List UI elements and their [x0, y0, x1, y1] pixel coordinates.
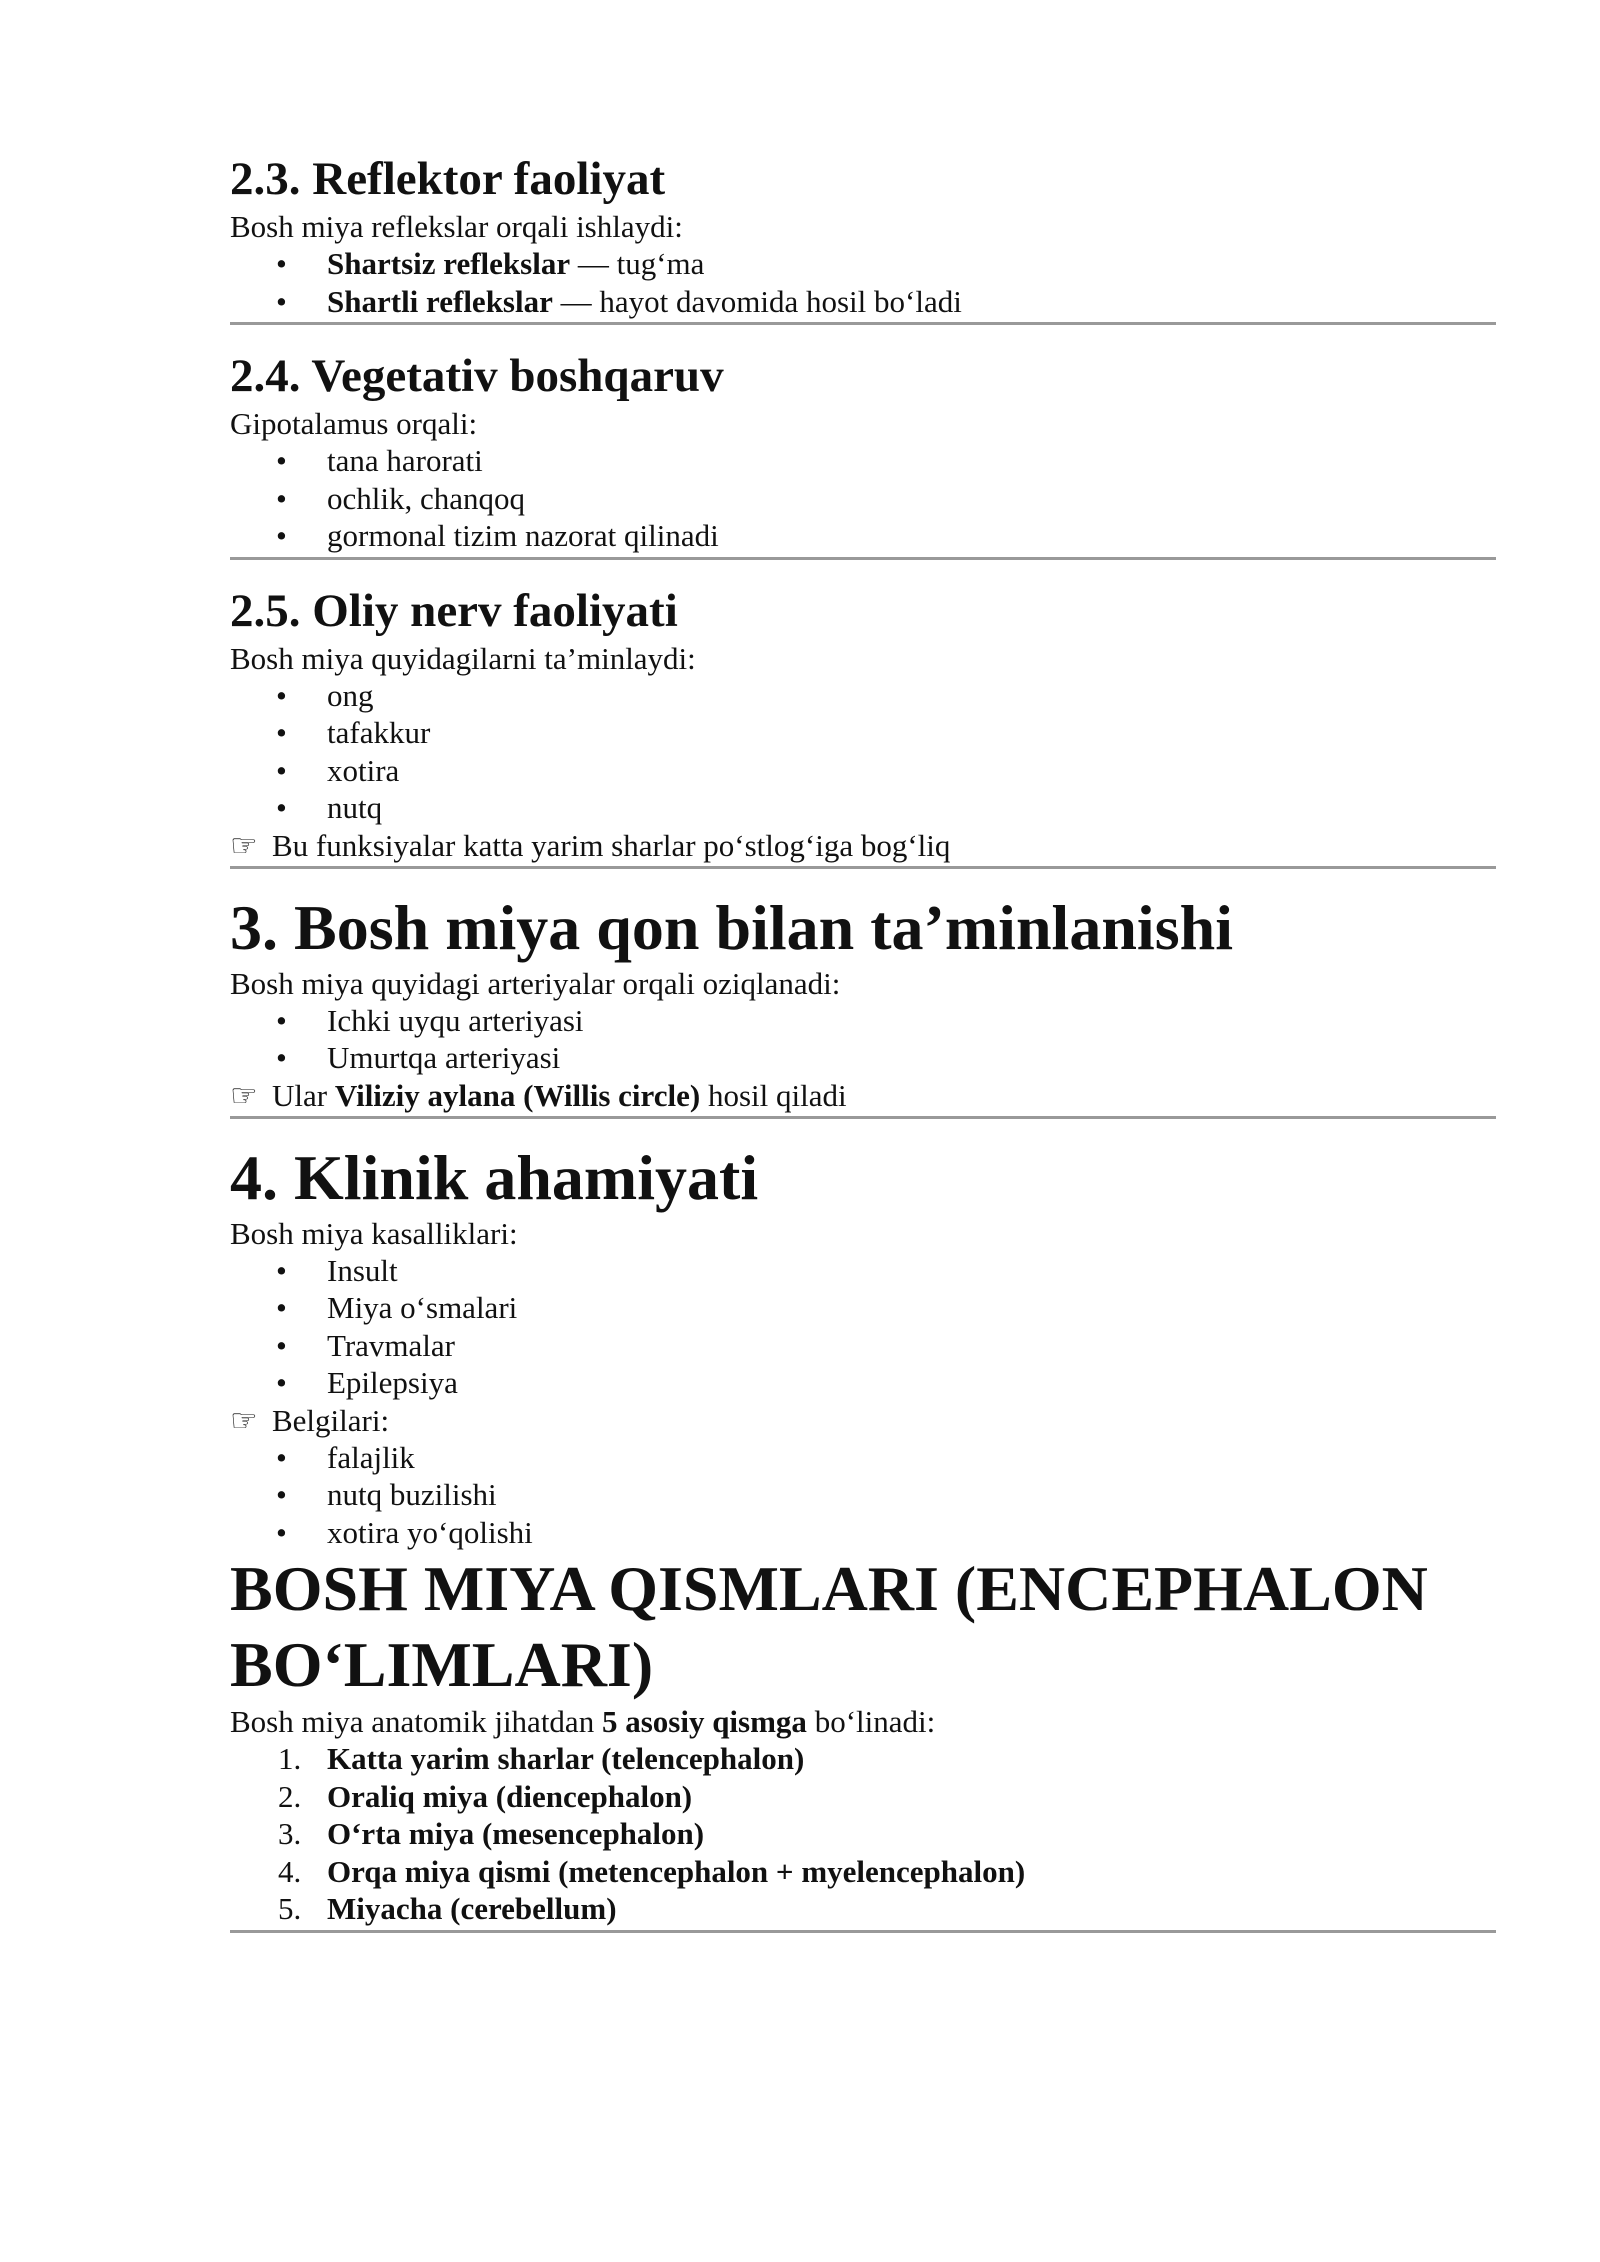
- list-item: • tafakkur: [230, 714, 1496, 752]
- section-encephalon: [230, 1551, 1496, 1933]
- bullet-list: [230, 677, 1496, 827]
- intro-text: Bosh miya anatomik jihatdan: [230, 1704, 602, 1739]
- section-intro: Bosh miya kasalliklari:: [230, 1215, 518, 1251]
- item-text: — hayot davomida hosil bo‘ladi: [552, 283, 962, 319]
- list-item: • Travmalar: [230, 1327, 1496, 1365]
- section-heading: 2.5. Oliy nerv faoliyati: [230, 584, 678, 637]
- section-2-4: [230, 347, 1496, 560]
- bullet-list-signs: [230, 1439, 1496, 1552]
- note-text: hosil qiladi: [700, 1077, 847, 1113]
- list-item: • Ichki uyqu arteriyasi: [230, 1002, 1496, 1040]
- list-item: [230, 1890, 1496, 1928]
- section-2-5: [230, 582, 1496, 869]
- bullet-list: [230, 1252, 1496, 1402]
- bullet-list: [230, 245, 1496, 320]
- item-bold: Orqa miya qismi (metencephalon + myelencephalon): [327, 1853, 1026, 1889]
- item-text: — tug‘ma: [570, 246, 705, 281]
- note-bold: Viliziy aylana (Willis circle): [334, 1077, 701, 1113]
- document-content: [230, 150, 1496, 1955]
- item-number: 3.: [278, 1816, 302, 1851]
- list-item: • Epilepsiya: [230, 1364, 1496, 1402]
- section-4: [230, 1141, 1496, 1552]
- section-heading: 2.4. Vegetativ boshqaruv: [230, 350, 724, 402]
- list-item: [230, 1853, 1496, 1891]
- list-item: • ong: [230, 677, 1496, 715]
- section-3: [230, 891, 1496, 1119]
- section-intro: [230, 1703, 1496, 1740]
- list-item: [230, 245, 1496, 283]
- horizontal-rule: [230, 557, 1496, 560]
- bullet-list: [230, 1002, 1496, 1077]
- list-item: • tana harorati: [230, 442, 1496, 480]
- section-intro: Bosh miya quyidagi arteriyalar orqali oziqlanadi:: [230, 965, 841, 1001]
- pointing-hand-icon: ☞: [230, 1402, 258, 1438]
- pointing-hand-icon: ☞: [230, 1077, 258, 1113]
- list-item: • nutq: [230, 789, 1496, 827]
- list-item: • gormonal tizim nazorat qilinadi: [230, 517, 1496, 555]
- list-item: • xotira yo‘qolishi: [230, 1514, 1496, 1552]
- section-heading: 3. Bosh miya qon bilan ta’minlanishi: [230, 891, 1233, 963]
- item-bold: Shartli reflekslar: [327, 283, 553, 319]
- horizontal-rule: [230, 322, 1496, 325]
- section-note: [230, 1402, 1496, 1439]
- section-heading: 2.3. Reflektor faoliyat: [230, 153, 666, 205]
- item-number: 5.: [278, 1891, 302, 1926]
- list-item: • falajlik: [230, 1439, 1496, 1477]
- item-number: 2.: [278, 1778, 302, 1814]
- note-text: Ular: [272, 1077, 335, 1113]
- numbered-list: [230, 1740, 1496, 1928]
- item-bold: Shartsiz reflekslar: [327, 246, 571, 281]
- horizontal-rule: [230, 1930, 1496, 1933]
- list-item: • Miya o‘smalari: [230, 1289, 1496, 1327]
- intro-text: bo‘linadi:: [806, 1704, 936, 1739]
- item-bold: O‘rta miya (mesencephalon): [327, 1816, 705, 1851]
- list-item: [230, 1778, 1496, 1816]
- section-note: [230, 827, 1496, 864]
- list-item: • Umurtqa arteriyasi: [230, 1039, 1496, 1077]
- item-bold: Katta yarim sharlar (telencephalon): [327, 1741, 805, 1776]
- section-note: [230, 1077, 1496, 1114]
- section-intro: Bosh miya reflekslar orqali ishlaydi:: [230, 209, 683, 244]
- section-heading: BOSH MIYA QISMLARI (ENCEPHALON BO‘LIMLARI): [230, 1553, 1428, 1700]
- section-intro: Gipotalamus orqali:: [230, 406, 478, 441]
- list-item: • ochlik, chanqoq: [230, 480, 1496, 518]
- note-text: Bu funksiyalar katta yarim sharlar po‘stlog‘iga bog‘liq: [272, 827, 951, 863]
- section-heading: 4. Klinik ahamiyati: [230, 1141, 759, 1213]
- list-item: • xotira: [230, 752, 1496, 790]
- note-text: Belgilari:: [272, 1402, 390, 1438]
- item-bold: Oraliq miya (diencephalon): [327, 1778, 693, 1814]
- list-item: [230, 283, 1496, 321]
- section-intro: Bosh miya quyidagilarni ta’minlaydi:: [230, 640, 696, 676]
- horizontal-rule: [230, 866, 1496, 869]
- pointing-hand-icon: ☞: [230, 827, 258, 863]
- intro-bold: 5 asosiy qismga: [601, 1704, 807, 1739]
- list-item: [230, 1815, 1496, 1853]
- horizontal-rule: [230, 1116, 1496, 1119]
- item-number: 4.: [278, 1853, 302, 1889]
- list-item: • Insult: [230, 1252, 1496, 1290]
- section-2-3: [230, 150, 1496, 325]
- item-bold: Miyacha (cerebellum): [327, 1891, 617, 1926]
- list-item: • nutq buzilishi: [230, 1476, 1496, 1514]
- list-item: [230, 1740, 1496, 1778]
- bullet-list: [230, 442, 1496, 555]
- item-number: 1.: [278, 1741, 302, 1776]
